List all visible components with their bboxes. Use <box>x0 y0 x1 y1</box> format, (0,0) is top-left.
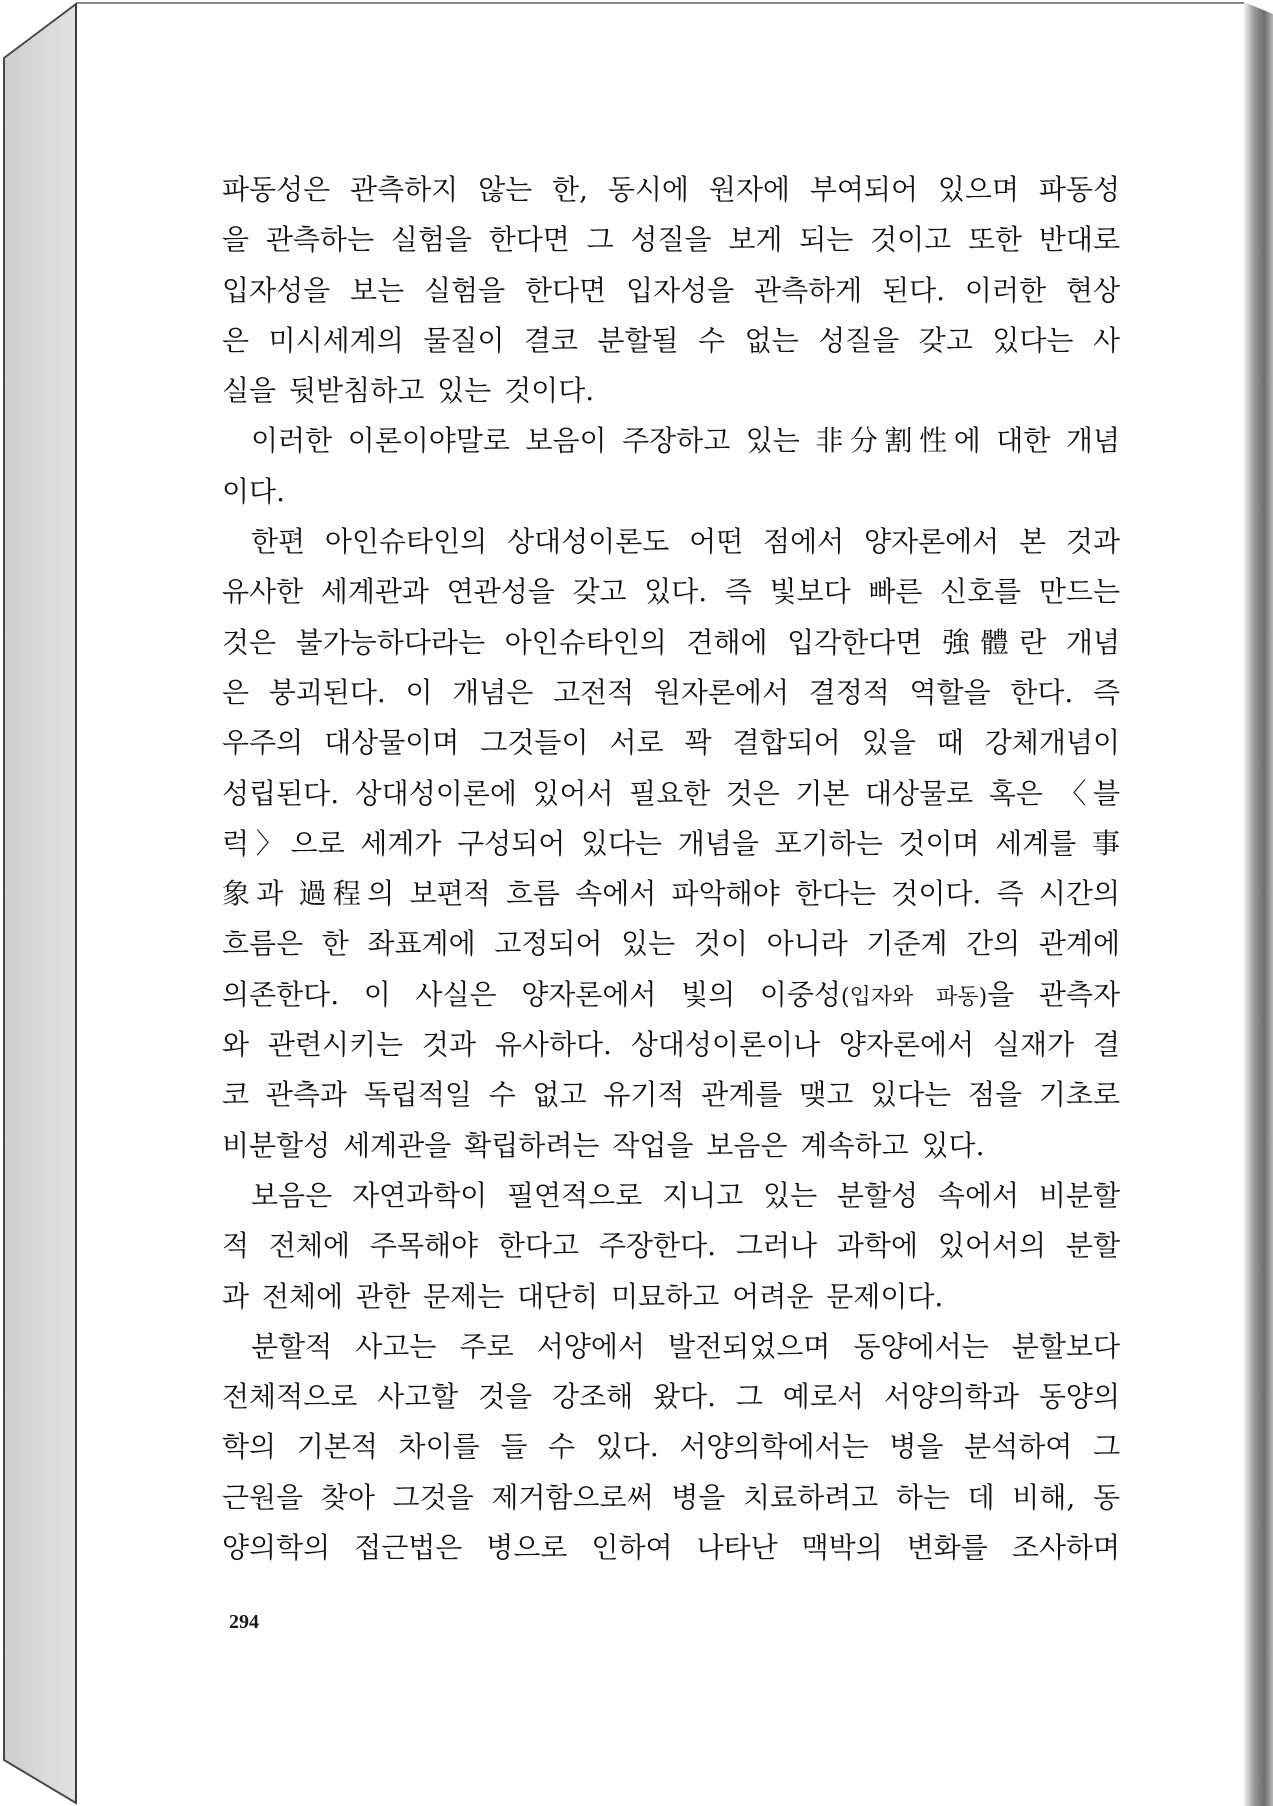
text-line: 보음은 자연과학이 필연적으로 지니고 있는 분할성 속에서 비분할 <box>251 1178 1120 1212</box>
page-number: 294 <box>229 1611 259 1633</box>
text-line: 근원을 찾아 그것을 제거함으로써 병을 치료하려고 하는 데 비해, 동 <box>222 1480 1120 1514</box>
text-line: 흐름은 한 좌표계에 고정되어 있는 것이 아니라 기준계 간의 관계에 <box>222 927 1120 961</box>
paragraph-2 <box>222 416 1120 517</box>
text-line: 象과 過程의 보편적 흐름 속에서 파악해야 한다는 것이다. 즉 시간의 <box>222 877 1120 911</box>
text-line: 과 전체에 관한 문제는 대단히 미묘하고 어려운 문제이다. <box>222 1279 944 1313</box>
text-line: 코 관측과 독립적일 수 없고 유기적 관계를 맺고 있다는 점을 기초로 <box>222 1078 1120 1112</box>
paragraph-1 <box>222 165 1120 416</box>
body-text <box>222 165 1120 1573</box>
text-line: 우주의 대상물이며 그것들이 서로 꽉 결합되어 있을 때 강체개념이 <box>222 726 1120 760</box>
text-line: 비분할성 세계관을 확립하려는 작업을 보음은 계속하고 있다. <box>222 1128 985 1162</box>
text-line: 이다. <box>222 474 285 508</box>
text-segment: 의존한다. 이 사실은 양자론에서 빛의 이중성 <box>222 977 841 1011</box>
parenthetical-note: (입자와 파동) <box>841 984 988 1010</box>
text-line: 와 관련시키는 것과 유사하다. 상대성이론이나 양자론에서 실재가 결 <box>222 1028 1120 1062</box>
paragraph-3 <box>222 517 1120 1171</box>
book-spine-side <box>4 4 76 1803</box>
text-line: 입자성을 보는 실험을 한다면 입자성을 관측하게 된다. 이러한 현상 <box>222 273 1120 307</box>
text-line: 은 미시세계의 물질이 결코 분할될 수 없는 성질을 갖고 있다는 사 <box>222 323 1120 357</box>
text-line: 은 붕괴된다. 이 개념은 고전적 원자론에서 결정적 역할을 한다. 즉 <box>222 675 1120 709</box>
text-line: 분할적 사고는 주로 서양에서 발전되었으며 동양에서는 분할보다 <box>251 1329 1120 1363</box>
text-segment: 을 관측자 <box>987 977 1121 1011</box>
paragraph-4 <box>222 1171 1120 1322</box>
text-line: 을 관측하는 실험을 한다면 그 성질을 보게 되는 것이고 또한 반대로 <box>222 223 1120 257</box>
text-line: 양의학의 접근법은 병으로 인하여 나타난 맥박의 변화를 조사하며 <box>222 1531 1120 1565</box>
text-line: 성립된다. 상대성이론에 있어서 필요한 것은 기본 대상물로 혹은 〈블 <box>222 776 1120 810</box>
page-right-shadow <box>1244 2 1273 1806</box>
paragraph-5 <box>222 1322 1120 1573</box>
text-line: 학의 기본적 차이를 들 수 있다. 서양의학에서는 병을 분석하여 그 <box>222 1430 1120 1464</box>
text-line: 실을 뒷받침하고 있는 것이다. <box>222 374 595 408</box>
text-line: 한편 아인슈타인의 상대성이론도 어떤 점에서 양자론에서 본 것과 <box>251 525 1120 559</box>
text-line <box>222 970 1120 1020</box>
text-line: 전체적으로 사고할 것을 강조해 왔다. 그 예로서 서양의학과 동양의 <box>222 1380 1120 1414</box>
text-line: 유사한 세계관과 연관성을 갖고 있다. 즉 빛보다 빠른 신호를 만드는 <box>222 575 1120 609</box>
text-line: 이러한 이론이야말로 보음이 주장하고 있는 非分割性에 대한 개념 <box>251 424 1120 458</box>
text-line: 파동성은 관측하지 않는 한, 동시에 원자에 부여되어 있으며 파동성 <box>222 173 1120 206</box>
text-line: 럭〉으로 세계가 구성되어 있다는 개념을 포기하는 것이며 세계를 事 <box>222 826 1120 860</box>
text-line: 것은 불가능하다라는 아인슈타인의 견해에 입각한다면 強體란 개념 <box>222 625 1120 659</box>
text-line: 적 전체에 주목해야 한다고 주장한다. 그러나 과학에 있어서의 분할 <box>222 1229 1120 1263</box>
